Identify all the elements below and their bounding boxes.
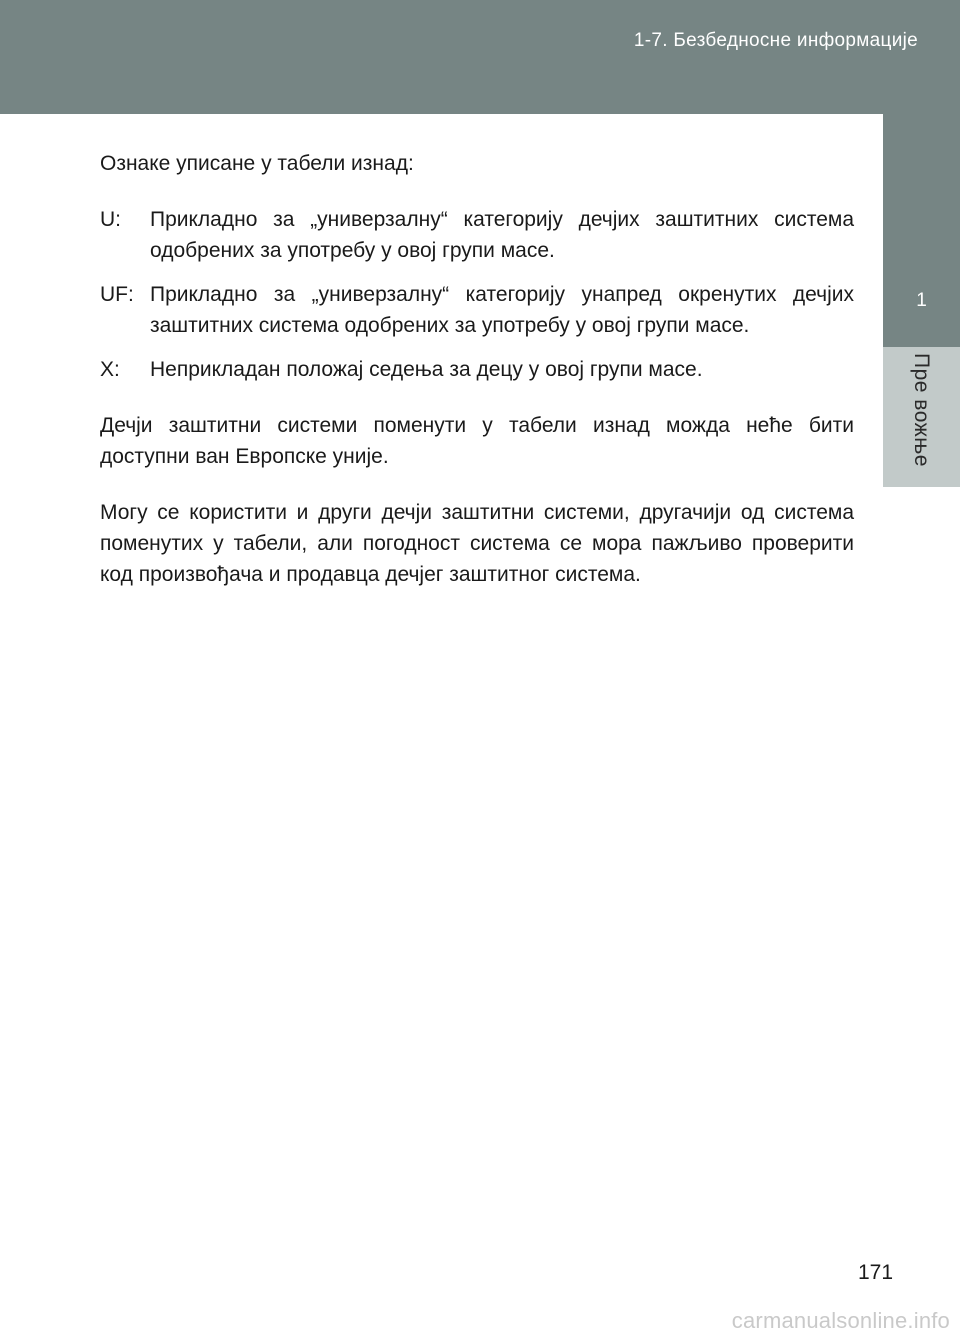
definition-item: [100, 204, 854, 266]
definition-term: U:: [100, 208, 121, 231]
compatibility-paragraph: Могу се користити и други дечји заштитни системи, другачији од система поменутих у табели, али погодност система се мора пажљиво проверити код произвођача и продавца дечјег заштитног система.: [100, 501, 854, 586]
page-content: [100, 148, 854, 590]
definition-text: Прикладно за „универзалну“ категорију унапред окренутих дечјих заштитних система одобрених за употребу у овој групи масе.: [150, 283, 854, 337]
watermark: carmanualsonline.info: [731, 1308, 950, 1333]
definition-text: Прикладно за „универзалну“ категорију дечјих заштитних система одобрених за употребу у овој групи масе.: [150, 208, 854, 262]
definition-term: X:: [100, 358, 120, 381]
definition-item: [100, 279, 854, 341]
chapter-number: 1: [916, 290, 927, 311]
availability-paragraph: Дечји заштитни системи поменути у табели изнад можда неће бити доступни ван Европске уније.: [100, 414, 854, 468]
chapter-title-tab: [883, 347, 960, 487]
section-title: 1-7. Безбедносне информације: [633, 30, 918, 51]
intro-text: Ознаке уписане у табели изнад:: [100, 152, 414, 175]
header-band: [0, 0, 960, 114]
chapter-title: Пре вожње: [910, 353, 933, 467]
chapter-tab: [883, 114, 960, 347]
definition-text: Неприкладан положај седења за децу у овој групи масе.: [150, 358, 703, 381]
page-number: 171: [858, 1261, 894, 1284]
definition-term: UF:: [100, 283, 134, 306]
definition-item: [100, 354, 854, 385]
